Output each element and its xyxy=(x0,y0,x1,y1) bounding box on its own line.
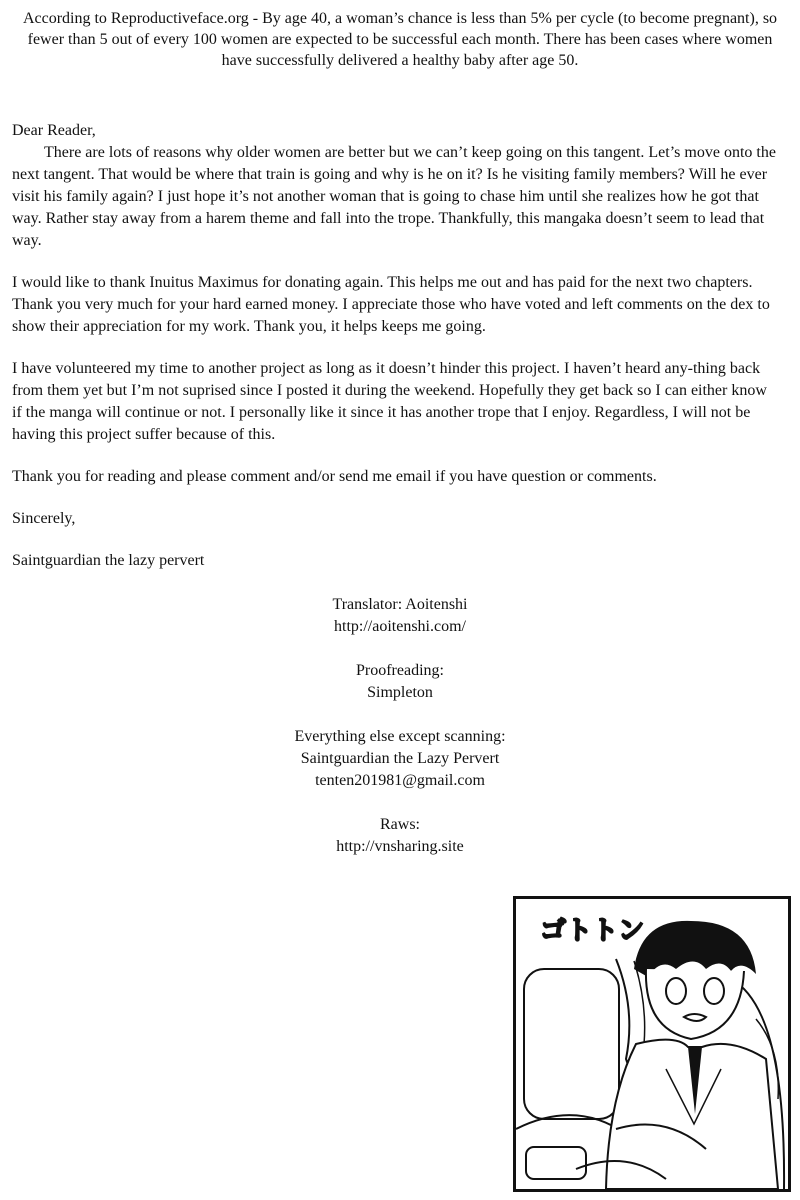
credit-raws-link: http://vnsharing.site xyxy=(336,838,464,855)
manga-panel-drawing xyxy=(516,899,788,1189)
letter-closing: Sincerely, xyxy=(12,510,76,527)
credit-email: tenten201981@gmail.com xyxy=(315,772,485,789)
character-eye xyxy=(666,978,686,1004)
letter-signature: Saintguardian the lazy pervert xyxy=(12,552,205,569)
sfx-lettering: ゴトトン xyxy=(540,916,645,946)
credit-everything-else-name: Saintguardian the Lazy Pervert xyxy=(300,750,500,767)
character-eye xyxy=(704,978,724,1004)
armrest xyxy=(526,1147,586,1179)
character-face xyxy=(646,969,744,1039)
credit-proofreading xyxy=(200,660,600,704)
letter-paragraph: Thank you for reading and please comment and/or send me email if you have question or comments. xyxy=(12,468,657,485)
credit-raws xyxy=(200,814,600,858)
credits-section xyxy=(200,594,600,880)
letter-paragraph: I would like to thank Inuitus Maximus for donating again. This helps me out and has paid for the next two chapters. Thank you very much for your hard earned money. I appreciate those who have voted and left comments on the dex to show their appreciation for my work. Thank you, it helps keeps me going. xyxy=(12,274,770,335)
train-window xyxy=(524,969,619,1119)
letter-body xyxy=(12,120,780,592)
credit-everything-else xyxy=(200,726,600,792)
letter-salutation: Dear Reader, xyxy=(12,122,96,139)
credit-translator xyxy=(200,594,600,638)
credit-raws-role: Raws: xyxy=(380,816,420,833)
intro-note: According to Reproductiveface.org - By age 40, a woman’s chance is less than 5% per cycle (to become pregnant), so fewer than 5 out of every 100 women are expected to be successful each month. There has been cases where women have successfully delivered a healthy baby after age 50. xyxy=(22,10,778,69)
letter-paragraph: There are lots of reasons why older women are better but we can’t keep going on this tangent. Let’s move onto the next tangent. That would be where that train is going and why is he on it? Is he visiting family members? Will he ever visit his family again? I just hope it’s not another woman that is going to chase him until she realizes how he got that way. Rather stay away from a harem theme and fall into the trope. Thankfully, this mangaka doesn’t seem to lead that way. xyxy=(12,144,776,249)
credit-proofreading-name: Simpleton xyxy=(367,684,433,701)
credit-proofreading-role: Proofreading: xyxy=(356,662,444,679)
credit-translator-role: Translator: Aoitenshi xyxy=(332,596,468,613)
letter-paragraph: I have volunteered my time to another project as long as it doesn’t hinder this project. I haven’t heard any-thing back from them yet but I’m not suprised since I posted it during the weekend. Hopefully they get back so I can either know if the manga will continue or not. I personally like it since it has another trope that I enjoy. Regardless, I will not be having this project suffer because of this. xyxy=(12,360,767,443)
credit-translator-link: http://aoitenshi.com/ xyxy=(334,618,466,635)
character-hair xyxy=(634,921,756,977)
manga-panel-illustration xyxy=(513,896,791,1192)
credit-everything-else-role: Everything else except scanning: xyxy=(294,728,506,745)
